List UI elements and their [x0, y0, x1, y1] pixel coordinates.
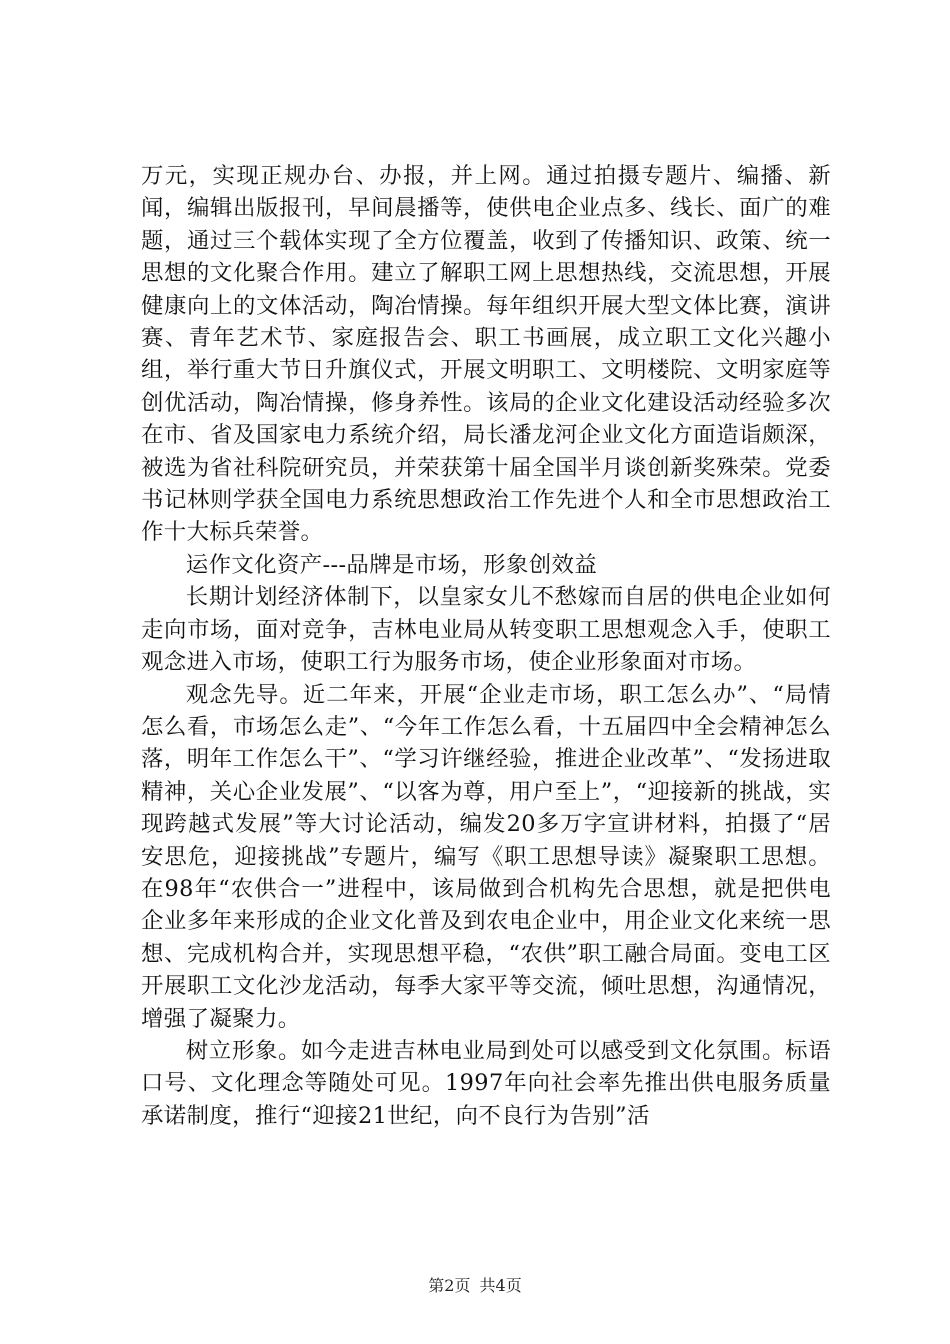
page-total: 共4页	[479, 1276, 522, 1295]
section-heading: 运作文化资产---品牌是市场，形象创效益	[185, 551, 598, 578]
paragraph: 长期计划经济体制下，以皇家女儿不愁嫁而自居的供电企业如何走向市场，面对竞争，吉林电业局从转变职工思想观念入手，使职工观念进入市场，使职工行为服务市场，使企业形象面对市场。	[141, 584, 831, 676]
paragraph: 万元，实现正规办台、办报，并上网。通过拍摄专题片、编播、新闻，编辑出版报刊，早间晨播等，使供电企业点多、线长、面广的难题，通过三个载体实现了全方位覆盖，收到了传播知识、政策、统一思想的文化聚合作用。建立了解职工网上思想热线，交流思想，开展健康向上的文体活动，陶冶情操。每年组织开展大型文体比赛，演讲赛、青年艺术节、家庭报告会、职工书画展，成立职工文化兴趣小组，举行重大节日升旗仪式，开展文明职工、文明楼院、文明家庭等创优活动，陶冶情操，修身养性。该局的企业文化建设活动经验多次在市、省及国家电力系统介绍，局长潘龙河企业文化方面造诣颇深，被选为省社科院研究员，并荣获第十届全国半月谈创新奖殊荣。党委书记林则学获全国电力系统思想政治工作先进个人和全市思想政治工作十大标兵荣誉。	[141, 163, 831, 546]
page-number: 第2页	[428, 1276, 471, 1295]
paragraph: 观念先导。近二年来，开展“企业走市场，职工怎么办”、“局情怎么看，市场怎么走”、“今年工作怎么看，十五届四中全会精神怎么落，明年工作怎么干”、“学习许继经验，推进企业改革”、“发扬进取精神，关心企业发展”、“以客为尊，用户至上”，“迎接新的挑战，实现跨越式发展”等大讨论活动，编发20多万字宣讲材料，拍摄了“居安思危，迎接挑战”专题片，编写《职工思想导读》凝聚职工思想。在98年“农供合一”进程中，该局做到合机构先合思想，就是把供电企业多年来形成的企业文化普及到农电企业中，用企业文化来统一思想、完成机构合并，实现思想平稳，“农供”职工融合局面。变电工区开展职工文化沙龙活动，每季大家平等交流，倾吐思想，沟通情况，增强了凝聚力。	[141, 681, 831, 1032]
page-footer	[0, 1276, 950, 1296]
paragraph: 树立形象。如今走进吉林电业局到处可以感受到文化氛围。标语口号、文化理念等随处可见。1997年向社会率先推出供电服务质量承诺制度，推行“迎接21世纪，向不良行为告别”活	[141, 1037, 831, 1129]
document-body	[141, 160, 831, 1132]
